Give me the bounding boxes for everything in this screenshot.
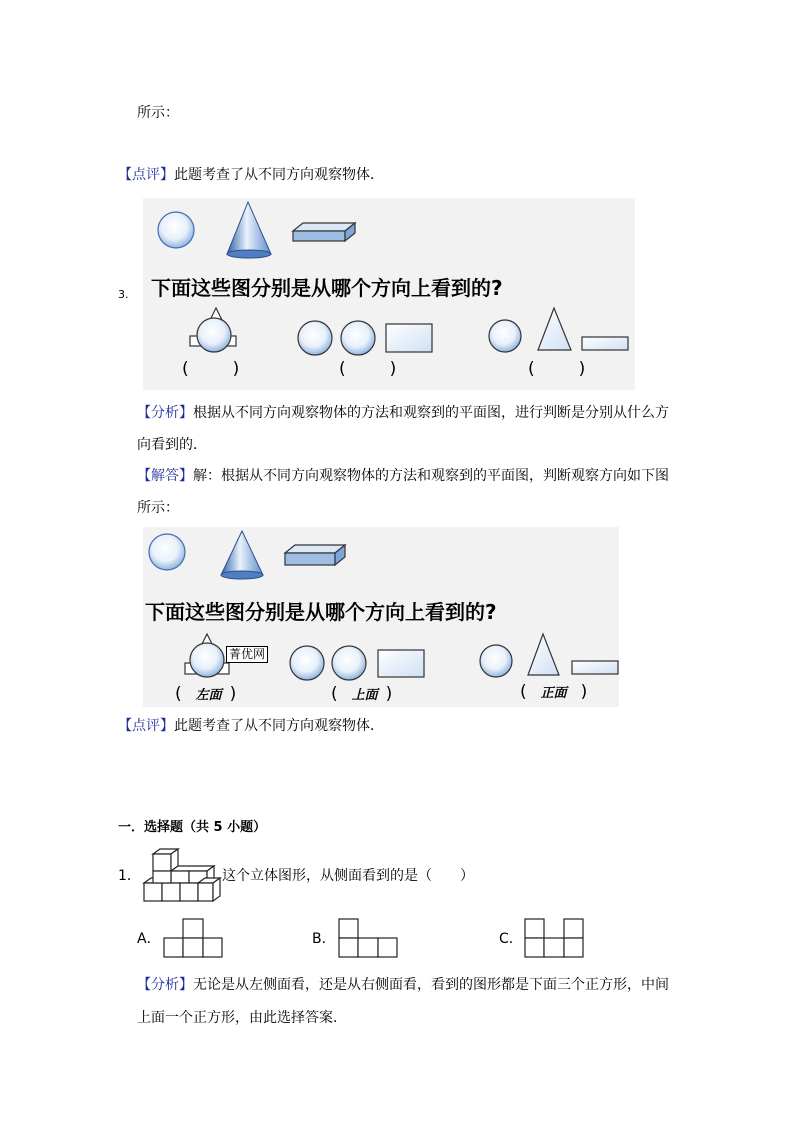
comment-tag: 【点评】	[118, 167, 174, 183]
q1-text: 这个立体图形，从侧面看到的是（ ）	[222, 868, 474, 884]
answer-tag: 【解答】	[137, 468, 193, 484]
view-circle	[489, 320, 521, 352]
comment-tag-2: 【点评】	[118, 718, 174, 734]
option-c-figure[interactable]	[524, 917, 584, 959]
view-rectangle-thin	[572, 661, 618, 674]
section-heading: 一．选择题（共 5 小题）	[118, 820, 267, 835]
answer-label: ( 上面 )	[331, 684, 393, 704]
cone-shape	[221, 531, 263, 575]
view-rectangle	[378, 650, 424, 677]
view-rectangle-thin	[582, 337, 628, 350]
view-circle	[197, 318, 231, 352]
q1-number: 1．	[118, 868, 141, 884]
view-circle	[341, 321, 375, 355]
answer-blank	[182, 359, 239, 379]
comment-text-2: 此题考查了从不同方向观察物体．	[174, 718, 384, 734]
view-label-left: 左面	[195, 688, 222, 703]
cone-shape	[227, 202, 271, 254]
option-c-label[interactable]: C．	[499, 931, 523, 947]
view-triangle	[538, 308, 571, 350]
watermark-label: 菁优网	[226, 646, 268, 663]
analysis-text-1: 根据从不同方向观察物体的方法和观察到的平面图，进行判断是分别从什么方	[193, 405, 669, 421]
option-a-label[interactable]: A．	[137, 931, 161, 947]
paren-open: (	[528, 359, 535, 379]
continuation-text: 所示：	[137, 105, 179, 121]
paren-close: )	[578, 359, 586, 379]
answer-figure-title: 下面这些图分别是从哪个方向上看到的?	[145, 600, 497, 624]
cone-base	[227, 250, 271, 258]
view-rectangle	[386, 324, 432, 352]
q1-cube-figure	[140, 848, 222, 904]
view-label-front: 正面	[540, 686, 567, 701]
analysis-tag: 【分析】	[137, 405, 193, 421]
option-b-label[interactable]: B．	[312, 931, 336, 947]
paren-close: )	[232, 359, 240, 379]
answer-line-1	[137, 466, 669, 486]
q1-analysis-text-1: 无论是从左侧面看，还是从右侧面看，看到的图形都是下面三个正方形，中间	[193, 977, 669, 993]
paren-close: )	[389, 359, 397, 379]
question-figure	[143, 198, 635, 390]
q1-analysis-tag: 【分析】	[137, 977, 193, 993]
option-a-figure[interactable]	[163, 917, 223, 959]
comment-line	[118, 165, 384, 185]
answer-line-2: 所示：	[137, 500, 179, 516]
box-front	[293, 231, 345, 241]
cone-base	[221, 571, 263, 579]
answer-figure	[143, 527, 619, 707]
answer-blank	[528, 359, 585, 379]
comment-line-2	[118, 716, 384, 736]
view-label-top: 上面	[351, 688, 378, 703]
answer-blank	[339, 359, 396, 379]
view-circle	[190, 643, 224, 677]
analysis-line-2: 向看到的．	[137, 437, 207, 453]
view-circle	[290, 646, 324, 680]
question-number: 3.	[118, 288, 129, 301]
comment-text: 此题考查了从不同方向观察物体．	[174, 167, 384, 183]
sphere-shape	[149, 534, 185, 570]
paren-open: (	[339, 359, 346, 379]
answer-text-1: 解：根据从不同方向观察物体的方法和观察到的平面图，判断观察方向如下图	[193, 468, 669, 484]
box-front	[285, 553, 335, 565]
answer-label: ( 正面 )	[520, 682, 588, 702]
q1-analysis-line-2: 上面一个正方形，由此选择答案．	[137, 1010, 347, 1026]
view-triangle	[528, 634, 559, 675]
q1-analysis-line-1	[137, 975, 669, 995]
view-circle	[298, 321, 332, 355]
view-circle	[332, 646, 366, 680]
option-b-figure[interactable]	[338, 917, 398, 959]
figure-title: 下面这些图分别是从哪个方向上看到的?	[151, 276, 503, 300]
sphere-shape	[158, 212, 194, 248]
analysis-line-1	[137, 403, 669, 423]
view-circle	[480, 645, 512, 677]
answer-label: ( 左面 )	[175, 684, 237, 704]
paren-open: (	[182, 359, 189, 379]
